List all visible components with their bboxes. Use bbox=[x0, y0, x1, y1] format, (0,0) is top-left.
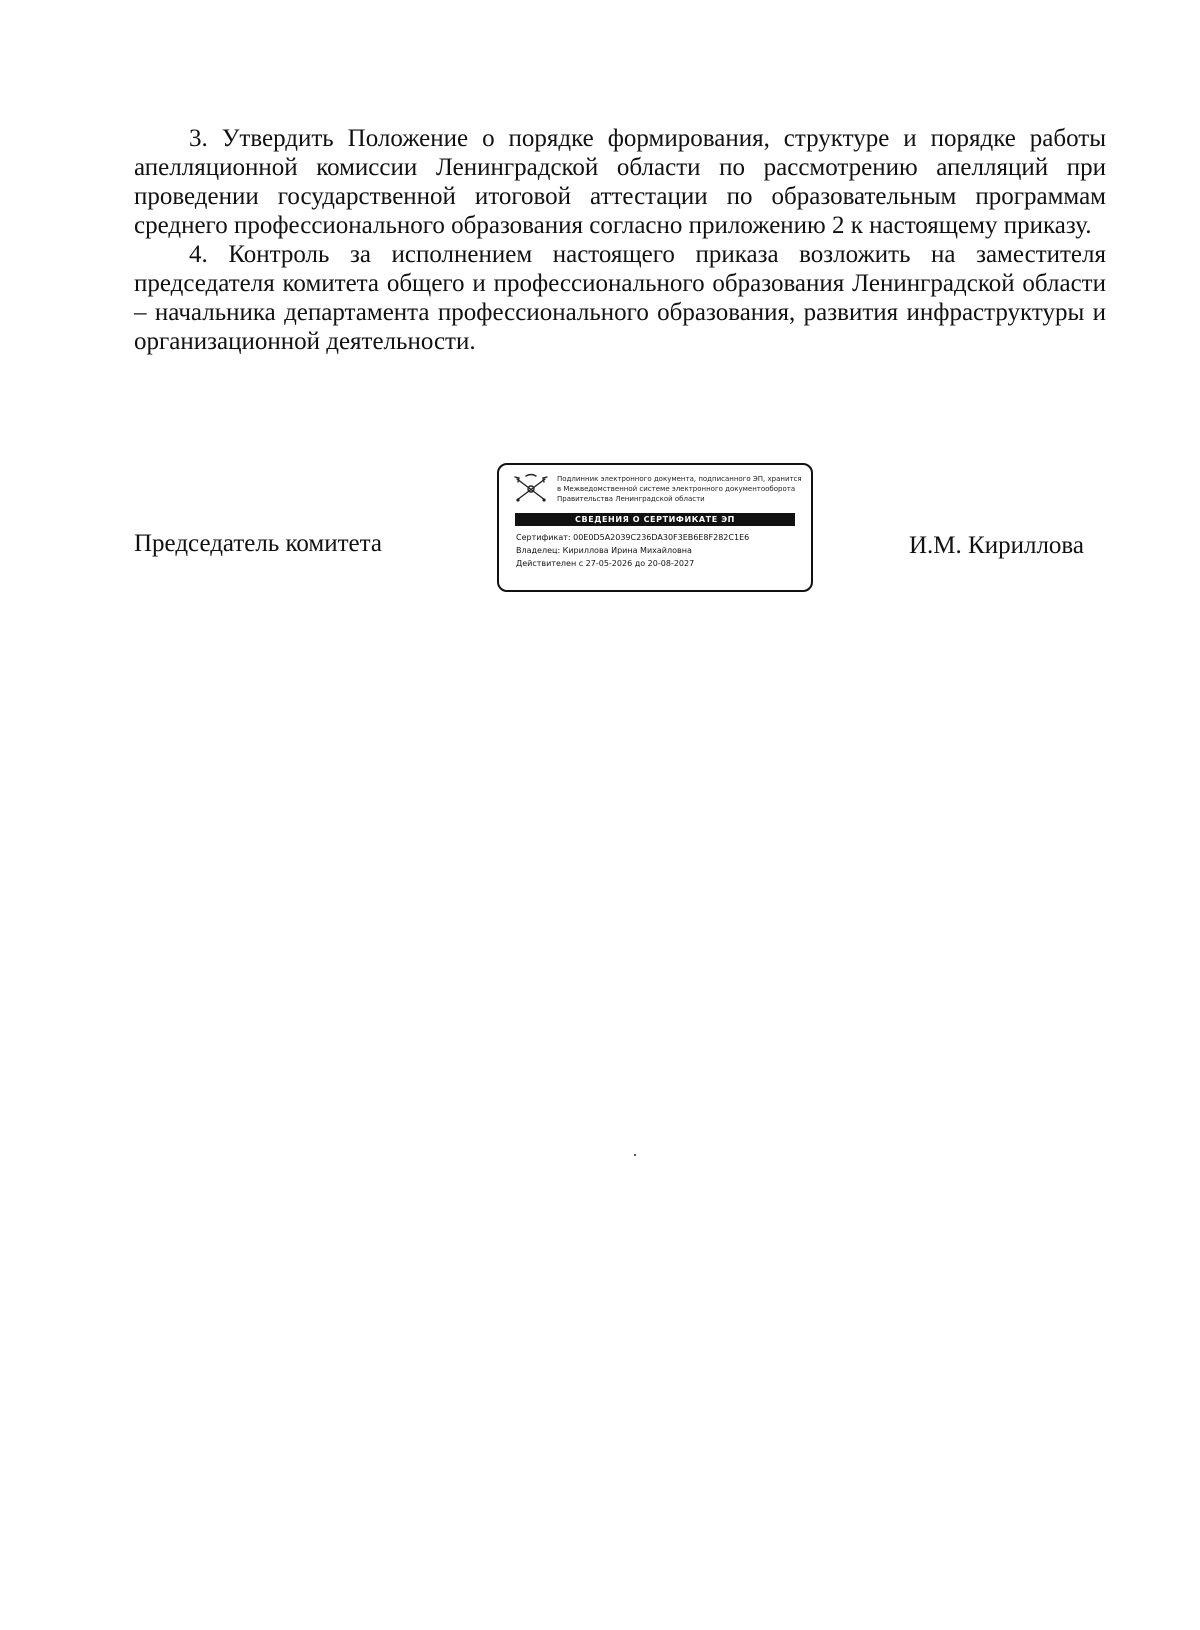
paragraph-item-3: 3. Утвердить Положение о порядке формирования, структуре и порядке работы апелляционной комиссии Ленинградской области по рассмотрению апелляций при проведении государственной итоговой аттестации по образовательным программам среднего профессионального образования согласно приложению 2 к настоящему приказу. bbox=[134, 125, 1106, 239]
certificate-number: Сертификат: 00E0D5A2039C236DA30F3EB6E8F282C1E6 bbox=[516, 533, 750, 542]
electronic-signature-stamp bbox=[497, 463, 813, 592]
scan-artifact-dot bbox=[634, 1154, 636, 1156]
document-body bbox=[134, 124, 1106, 356]
certificate-owner: Владелец: Кириллова Ирина Михайловна bbox=[516, 546, 692, 555]
signer-position: Председатель комитета bbox=[134, 530, 382, 557]
paragraph-item-4: 4. Контроль за исполнением настоящего приказа возложить на заместителя председателя комитета общего и профессионального образования Ленинградской области – начальника департамента профессионального образования, развития инфраструктуры и организационной деятельности. bbox=[134, 241, 1106, 355]
stamp-header bbox=[507, 473, 803, 505]
coat-of-arms-emblem-icon bbox=[511, 473, 551, 505]
signer-name: И.М. Кириллова bbox=[909, 532, 1084, 559]
certificate-validity: Действителен с 27-05-2026 до 20-08-2027 bbox=[516, 559, 695, 568]
signature-block bbox=[134, 463, 1106, 593]
stamp-notice-text: Подлинник электронного документа, подписанного ЭП, хранится в Межведомственной системе электронного документооборота Правительства Ленинградской области bbox=[557, 475, 802, 503]
stamp-details bbox=[516, 531, 801, 570]
stamp-banner: СВЕДЕНИЯ О СЕРТИФИКАТЕ ЭП bbox=[515, 513, 795, 526]
